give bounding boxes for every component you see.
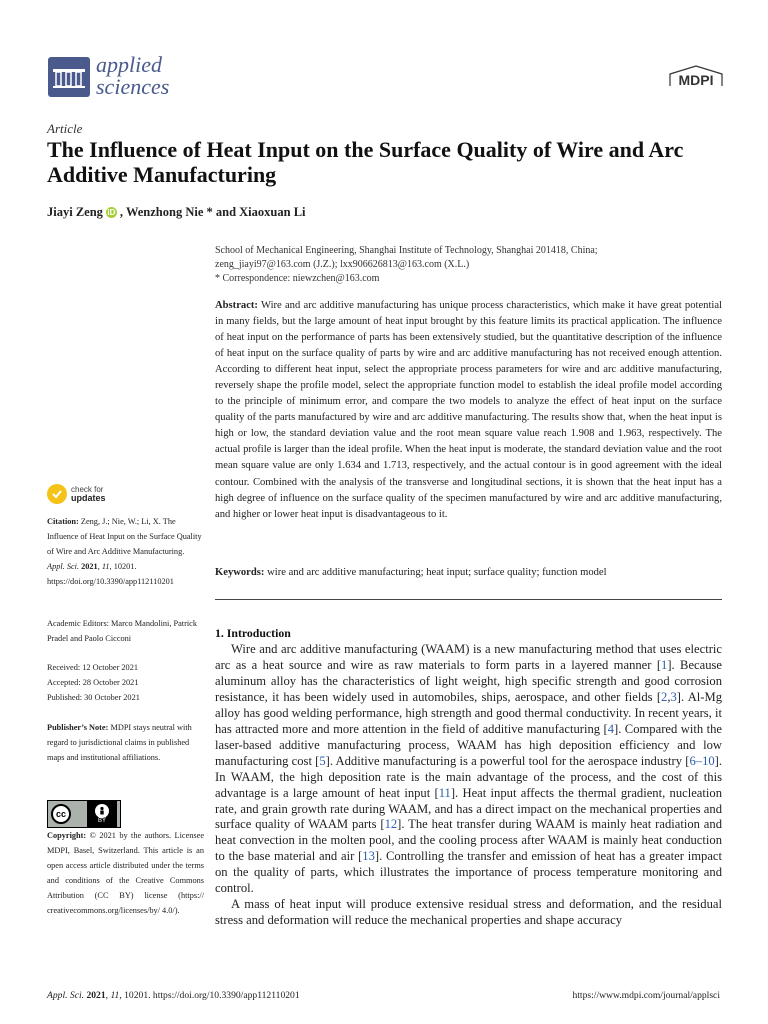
author-rest: , Wenzhong Nie * and Xiaoxuan Li <box>119 205 306 219</box>
correspondence: * Correspondence: niewzchen@163.com <box>215 273 380 284</box>
published-date: Published: 30 October 2021 <box>47 693 140 702</box>
reference-link[interactable]: 11 <box>438 785 451 800</box>
intro-text-segment: ]. Compared with the laser-based additive manufacturing process, WAAM has high deposition efficiency and low manufacturing cost [ <box>215 721 722 768</box>
keywords-label: Keywords: <box>215 567 265 578</box>
academic-editors: Academic Editors: Marco Mandolini, Patrick Pradel and Paolo Cicconi <box>47 619 197 643</box>
footer-journal: Appl. Sci. <box>47 990 85 1001</box>
by-label: BY <box>97 817 106 824</box>
copyright-block <box>47 828 204 918</box>
check-line2: updates <box>71 493 106 503</box>
copyright-label: Copyright: <box>47 831 87 840</box>
author-list <box>47 205 306 220</box>
intro-text-segment: ]. Controlling the transfer and emission of heat has a greater impact on the quality of parts, which illustrates the importance of process temperature monitoring and control. <box>215 849 722 896</box>
copyright-text: © 2021 by the authors. Licensee MDPI, Basel, Switzerland. This article is an open access article distributed under the terms and conditions of the Creative Commons Attribution (CC BY) license (https:// creativecommons.org/licenses/by/ 4.0/). <box>47 831 204 915</box>
footer-year: 2021 <box>86 990 106 1001</box>
intro-text-segment: ]. Because aluminum alloy has the characteristics of light weight, high specific strength and good corrosion resistance, it has been widely used in automobiles, ships, aerospace, and other fields [ <box>215 657 723 704</box>
affiliation-line1: School of Mechanical Engineering, Shanghai Institute of Technology, Shanghai 201418, China; <box>215 245 598 256</box>
reference-link[interactable]: 12 <box>384 817 398 832</box>
author-first[interactable]: Jiayi Zeng <box>47 205 103 219</box>
citation-doi[interactable]: , 10201. https://doi.org/10.3390/app112110201 <box>47 562 174 586</box>
intro-text-segment: ]. In WAAM, the high deposition rate is the main advantage of the process, and the cost of this advantage is a large amount of heat input [ <box>215 753 722 800</box>
article-type: Article <box>47 121 83 136</box>
intro-text-segment: ]. Al-Mg alloy has good welding performance, high strength and good thermal conductivity. In recent years, it has attracted more and more attention in the field of additive manufacturing [ <box>215 689 722 736</box>
publisher-note-label: Publisher’s Note: <box>47 723 109 732</box>
footer-citation: Appl. Sci. 2021, 11, 10201. https://doi.org/10.3390/app112110201 <box>47 990 300 1001</box>
orcid-icon[interactable]: iD <box>107 208 116 217</box>
citation-label: Citation: <box>47 517 79 526</box>
applied-sciences-logo-icon <box>48 57 90 97</box>
affiliation-line2: zeng_jiayi97@163.com (J.Z.); lxx906626813@163.com (X.L.) <box>215 259 470 270</box>
journal-name-line2: sciences <box>96 74 170 99</box>
section-heading-introduction: 1. Introduction <box>215 626 291 640</box>
journal-name[interactable] <box>96 54 169 98</box>
reference-link[interactable]: 5 <box>319 753 326 768</box>
publisher-note <box>47 720 204 765</box>
intro-text-segment: ]. Additive manufacturing is a powerful tool for the aerospace industry [ <box>325 753 690 768</box>
intro-text-segment: ]. The heat transfer during WAAM is mainly heat radiation and heat convection in the molten pool, and the cooling process after WAAM is mainly heat conduction to the base material and air [ <box>215 817 722 864</box>
journal-name-line1: applied <box>96 52 162 77</box>
paper-title: The Influence of Heat Input on the Surface Quality of Wire and Arc Additive Manufacturing <box>47 137 684 187</box>
divider <box>215 599 722 600</box>
abstract <box>215 298 722 523</box>
abstract-label: Abstract: <box>215 300 258 311</box>
accepted-date: Accepted: 28 October 2021 <box>47 678 139 687</box>
check-for-updates-badge[interactable] <box>47 484 106 504</box>
abstract-text: Wire and arc additive manufacturing has unique process characteristics, which make it have great potential in many fields, but the large amount of heat input brought by this feature limits its practical application. The influence of heat input on the performance of parts has been extensively studied, but the quantitative description of the influence of heat input on the surface quality of parts by wire and arc additive manufacturing has not received enough attention. According to different heat input, select the appropriate process parameters for wire and arc additive manufacturing, reversely shape the profile model, select the appropriate function model to establish the ideal profile model according to the principle of minimum error, and compare the two models to analyze the effect of heat input on the surface quality of the parts manufactured by wire and arc additive manufacturing. The results show that, when the heat input is high or low, the standard deviation value and the root mean square value reach 1.908 and 1.963, respectively. The actual profile is larger than the ideal profile. When the heat input is moderate, the standard deviation value and the root mean square value are only 1.634 and 1.713, respectively, and the actual contour is in good agreement with the ideal contour. Combined with the analysis of the transverse and longitudinal sections, it is shown that the heat input has a high degree of influence on the surface quality of the specimen manufactured by wire and arc additive manufacturing, and higher or lower heat input is disadvantageous to it. <box>215 300 722 520</box>
cc-icon: cc <box>51 804 71 824</box>
footer-journal-url[interactable]: https://www.mdpi.com/journal/applsci <box>572 990 720 1001</box>
keywords <box>215 567 722 578</box>
by-icon <box>87 801 117 827</box>
intro-text-segment: Wire and arc additive manufacturing (WAAM) is a new manufacturing method that uses electric arc as a heat source and wire as raw materials to form parts in a layered manner [ <box>215 642 722 672</box>
journal-logo[interactable] <box>48 57 90 97</box>
reference-link[interactable]: 13 <box>362 849 375 864</box>
person-icon <box>95 804 109 818</box>
citation-volume: 11 <box>101 562 110 571</box>
introduction-body <box>215 642 722 929</box>
intro-text-segment: , <box>667 689 671 704</box>
intro-text-segment: ]. Heat input affects the thermal gradient, nucleation rate, and grain growth rate during WAAM, and has a direct impact on the mechanical properties and surface quality of WAAM parts [ <box>215 785 722 832</box>
footer-volume: 11 <box>110 990 120 1001</box>
reference-link[interactable]: 4 <box>607 721 614 736</box>
mdpi-logo-icon <box>668 64 724 94</box>
received-date: Received: 12 October 2021 <box>47 663 139 672</box>
introduction-paragraph-2: A mass of heat input will produce extensive residual stress and deformation, and the residual stress and deformation will reduce the mechanical properties and shape accuracy <box>215 897 722 928</box>
reference-link[interactable]: 2 <box>661 689 668 704</box>
keywords-text: wire and arc additive manufacturing; heat input; surface quality; function model <box>267 567 607 578</box>
affiliation <box>215 244 715 286</box>
publisher-note-text: MDPI stays neutral with regard to jurisdictional claims in published maps and institutional affiliations. <box>47 723 192 762</box>
footer-doi[interactable]: , 10201. https://doi.org/10.3390/app112110201 <box>119 990 300 1001</box>
cc-by-license-badge[interactable] <box>47 800 121 828</box>
citation-year: 2021 <box>81 562 98 571</box>
mdpi-logo[interactable] <box>668 64 724 99</box>
reference-link[interactable]: 3 <box>670 689 677 704</box>
citation-journal: Appl. Sci. <box>47 562 80 571</box>
publisher-name: MDPI <box>678 72 714 88</box>
reference-link[interactable]: 6–10 <box>689 753 715 768</box>
check-line1: check for <box>71 485 104 494</box>
dates-block <box>47 660 204 705</box>
citation-block: Citation: Zeng, J.; Nie, W.; Li, X. The Influence of Heat Input on the Surface Quality of Wire and Arc Additive Manufacturing. Appl. Sci. 2021, 11, 10201. https://doi.org/10.3390/app112110201 <box>47 517 202 586</box>
citation-text: Zeng, J.; Nie, W.; Li, X. The Influence of Heat Input on the Surface Quality of Wire and Arc Additive Manufacturing. <box>47 517 202 556</box>
introduction-paragraph-1 <box>215 642 722 897</box>
reference-link[interactable]: 1 <box>661 657 668 672</box>
check-updates-icon <box>47 484 67 504</box>
